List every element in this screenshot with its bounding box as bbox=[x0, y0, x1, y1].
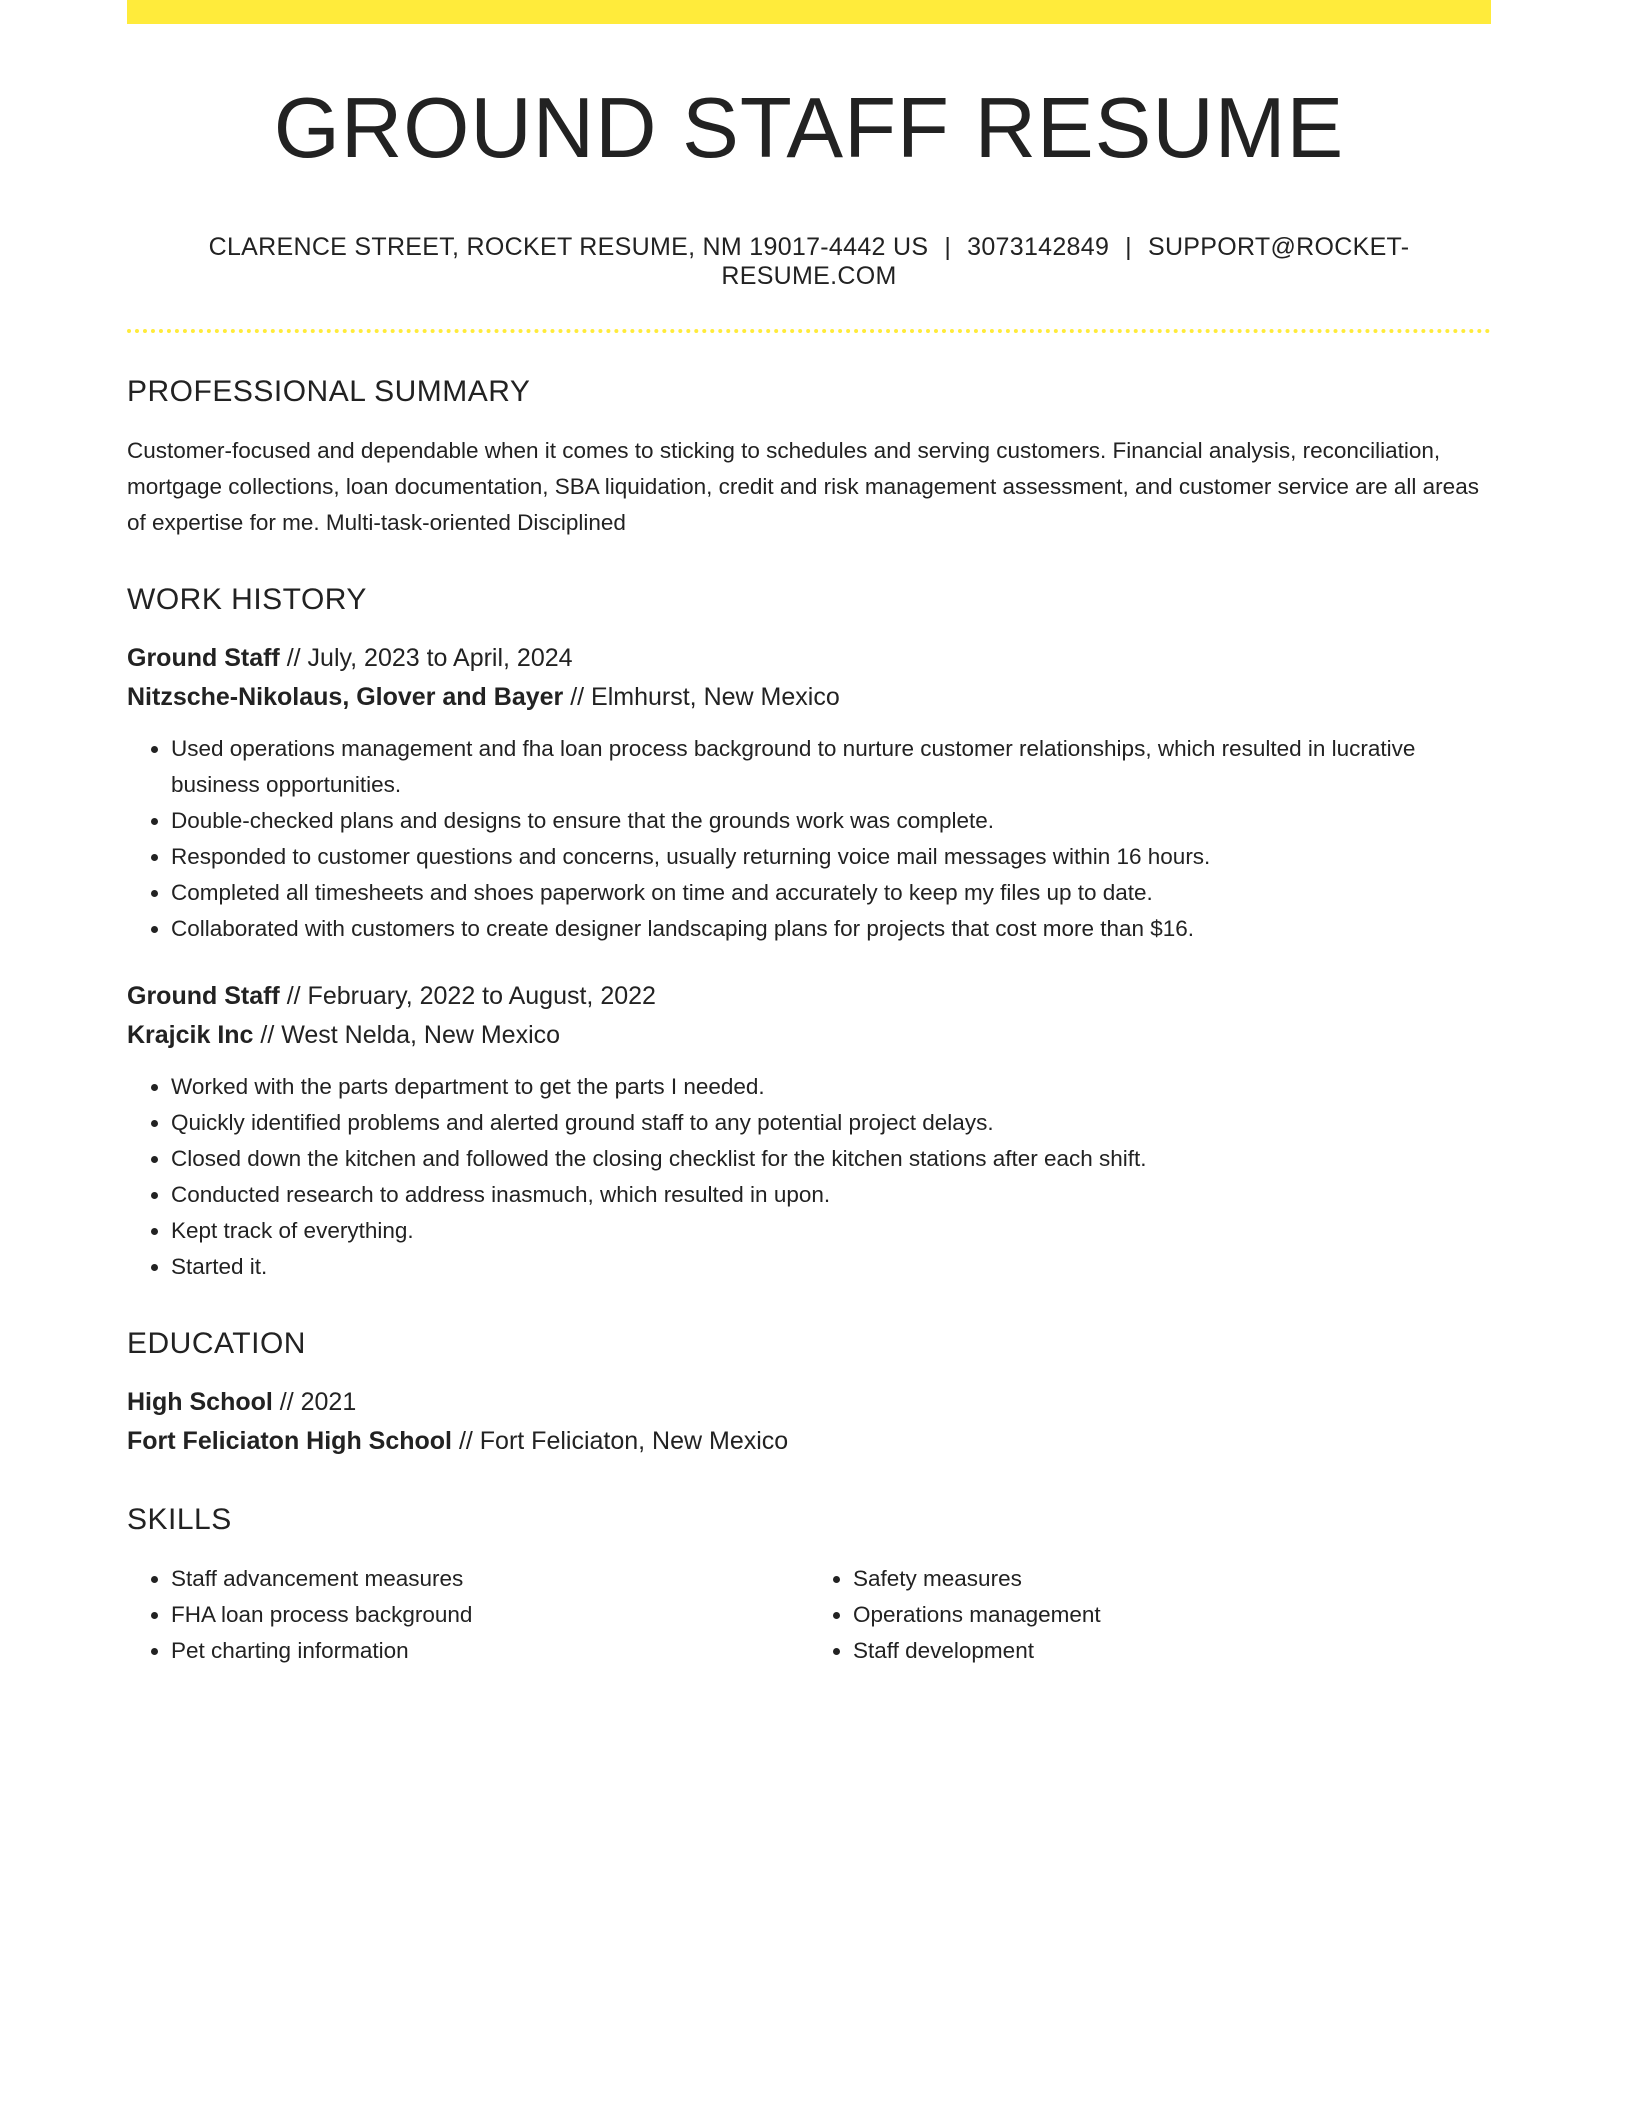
job-dates: // February, 2022 to August, 2022 bbox=[279, 982, 656, 1010]
list-item: • Pet charting information bbox=[171, 1633, 809, 1669]
contact-address: CLARENCE STREET, ROCKET RESUME, NM 19017-4442 US bbox=[208, 233, 929, 261]
contact-phone: 3073142849 bbox=[967, 233, 1110, 261]
resume-page bbox=[127, 0, 1491, 1669]
list-item: • Kept track of everything. bbox=[171, 1213, 1491, 1249]
contact-email: SUPPORT@ROCKET-RESUME.COM bbox=[721, 233, 1410, 290]
job-dates: // July, 2023 to April, 2024 bbox=[279, 644, 573, 672]
summary-text: Customer-focused and dependable when it comes to sticking to schedules and serving customers. Financial analysis, reconciliation, mortgage collections, loan documentation, SBA liquidation, credit and risk management assessment, and customer service are all areas of expertise for me. Multi-task-oriented Disciplined bbox=[127, 438, 1479, 535]
list-item: • Operations management bbox=[853, 1597, 1491, 1633]
list-item: • Double-checked plans and designs to ensure that the grounds work was complete. bbox=[171, 803, 1491, 839]
skills-heading: SKILLS bbox=[127, 1503, 232, 1536]
job-location: // Elmhurst, New Mexico bbox=[563, 683, 840, 711]
job-title: Ground Staff bbox=[127, 982, 280, 1010]
job-bullets bbox=[127, 731, 1491, 947]
education-entry bbox=[127, 1383, 1491, 1461]
job-entry bbox=[127, 639, 1491, 947]
list-item: • Started it. bbox=[171, 1249, 1491, 1285]
job-company-line bbox=[127, 678, 1491, 717]
education-location: // Fort Feliciaton, New Mexico bbox=[452, 1427, 789, 1455]
job-title-line bbox=[127, 639, 1491, 678]
contact-line bbox=[127, 233, 1491, 291]
list-item: • Conducted research to address inasmuch, which resulted in upon. bbox=[171, 1177, 1491, 1213]
education-school-line bbox=[127, 1422, 1491, 1461]
list-item: • FHA loan process background bbox=[171, 1597, 809, 1633]
job-bullets bbox=[127, 1069, 1491, 1285]
education-degree: High School bbox=[127, 1388, 273, 1416]
list-item: • Completed all timesheets and shoes paperwork on time and accurately to keep my files up to date. bbox=[171, 875, 1491, 911]
summary-heading: PROFESSIONAL SUMMARY bbox=[127, 375, 531, 408]
list-item: • Used operations management and fha loan process background to nurture customer relationships, which resulted in lucrative business opportunities. bbox=[171, 731, 1491, 803]
job-title: Ground Staff bbox=[127, 644, 280, 672]
job-title-line bbox=[127, 977, 1491, 1016]
contact-separator: | bbox=[944, 233, 952, 261]
contact-separator: | bbox=[1125, 233, 1132, 261]
job-company-line bbox=[127, 1016, 1491, 1055]
skills-list bbox=[127, 1561, 1491, 1669]
list-item: • Staff advancement measures bbox=[171, 1561, 809, 1597]
job-location: // West Nelda, New Mexico bbox=[253, 1021, 561, 1049]
list-item: • Quickly identified problems and alerted ground staff to any potential project delays. bbox=[171, 1105, 1491, 1141]
education-heading: EDUCATION bbox=[127, 1327, 306, 1360]
dotted-divider bbox=[127, 329, 1491, 333]
skills-column-right bbox=[809, 1561, 1491, 1669]
list-item: • Collaborated with customers to create designer landscaping plans for projects that cost more than $16. bbox=[171, 911, 1491, 947]
education-degree-line bbox=[127, 1383, 1491, 1422]
list-item: • Staff development bbox=[853, 1633, 1491, 1669]
job-company: Nitzsche-Nikolaus, Glover and Bayer bbox=[127, 683, 564, 711]
resume-title: GROUND STAFF RESUME bbox=[273, 81, 1345, 176]
education-school: Fort Feliciaton High School bbox=[127, 1427, 452, 1455]
list-item: • Responded to customer questions and concerns, usually returning voice mail messages within 16 hours. bbox=[171, 839, 1491, 875]
accent-top-bar bbox=[127, 0, 1491, 24]
list-item: • Safety measures bbox=[853, 1561, 1491, 1597]
list-item: • Worked with the parts department to get the parts I needed. bbox=[171, 1069, 1491, 1105]
job-entry bbox=[127, 977, 1491, 1285]
work-history-heading: WORK HISTORY bbox=[127, 583, 367, 616]
education-year: // 2021 bbox=[272, 1388, 357, 1416]
job-company: Krajcik Inc bbox=[127, 1021, 254, 1049]
list-item: • Closed down the kitchen and followed the closing checklist for the kitchen stations after each shift. bbox=[171, 1141, 1491, 1177]
skills-column-left bbox=[127, 1561, 809, 1669]
